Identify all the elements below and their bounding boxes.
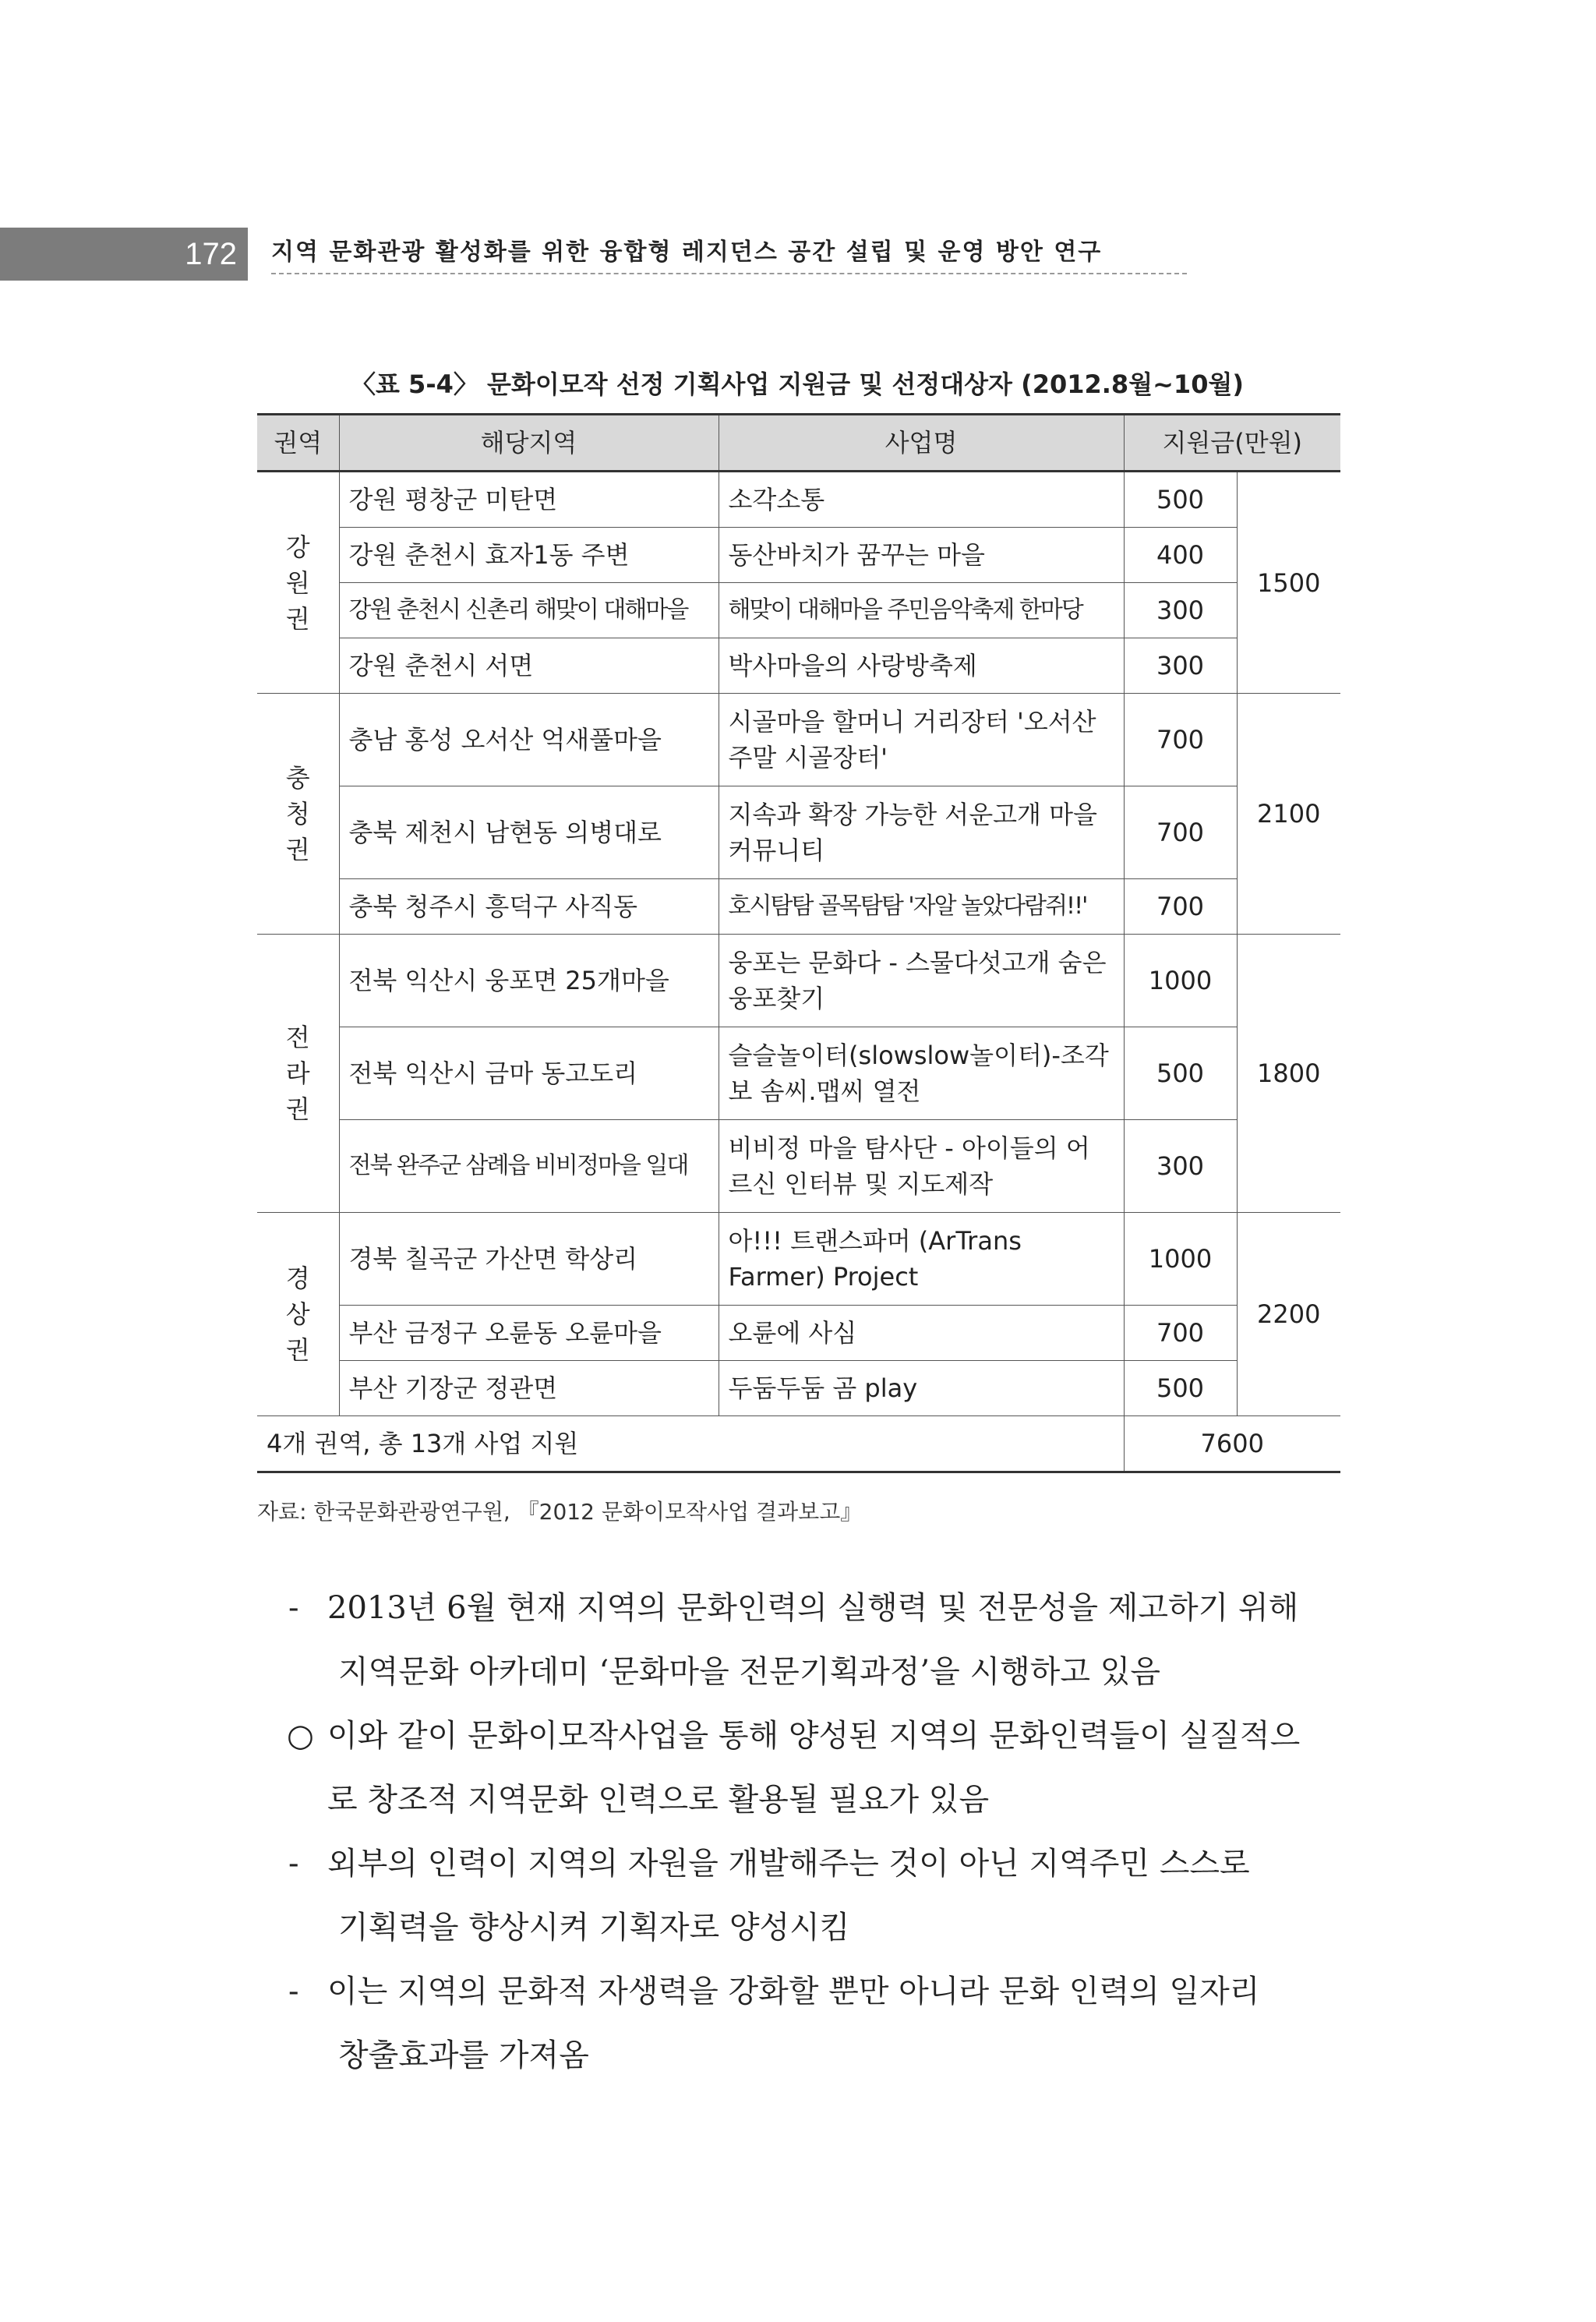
project-cell: 시골마을 할머니 거리장터 '오서산 주말 시골장터' [719,694,1124,786]
amount-cell: 500 [1124,472,1237,528]
area-cell: 부산 금정구 오륜동 오륜마을 [339,1306,719,1361]
amount-cell: 300 [1124,1120,1237,1213]
amount-cell: 1000 [1124,1213,1237,1306]
project-cell: 호시탐탐 골목탐탐 '자알 놀았다람쥐!!' [719,879,1124,935]
project-cell: 웅포는 문화다 - 스물다섯고개 숨은 웅포찾기 [719,935,1124,1027]
body-paragraph-2 [287,1704,1347,1832]
table-caption: 〈표 5-4〉 문화이모작 선정 기획사업 지원금 및 선정대상자 (2012.8월~10월) [351,369,1244,399]
region-cell [257,694,339,935]
table-row [257,1120,1340,1213]
body-line: 지역문화 아카데미 ‘문화마을 전문기획과정’을 시행하고 있음 [338,1654,1161,1690]
body-line: 로 창조적 지역문화 인력으로 활용될 필요가 있음 [327,1782,990,1818]
area-cell: 충북 제천시 남현동 의병대로 [339,786,719,879]
amount-cell: 700 [1124,694,1237,786]
total-label: 4개 권역, 총 13개 사업 지원 [257,1416,1124,1472]
page-number-band [0,228,248,281]
amount-cell: 1000 [1124,935,1237,1027]
area-cell: 충남 홍성 오서산 억새풀마을 [339,694,719,786]
body-line: 이와 같이 문화이모작사업을 통해 양성된 지역의 문화인력들이 실질적으 [327,1718,1301,1754]
area-cell: 강원 춘천시 효자1동 주변 [339,528,719,583]
table-row [257,935,1340,1027]
table-row [257,879,1340,935]
dash-marker: - [288,1590,299,1626]
amount-cell: 500 [1124,1027,1237,1120]
table-row [257,528,1340,583]
region-cell [257,472,339,694]
col-header-amount: 지원금(만원) [1124,415,1340,472]
table-row [257,1306,1340,1361]
project-cell: 지속과 확장 가능한 서운고개 마을커뮤니티 [719,786,1124,879]
table-header-row [257,415,1340,472]
table-row [257,786,1340,879]
region-cell [257,1213,339,1416]
col-header-region: 권역 [257,415,339,472]
project-cell: 슬슬놀이터(slowslow놀이터)-조각보 솜씨.맵씨 열전 [719,1027,1124,1120]
project-cell: 두둠두둠 곰 play [719,1361,1124,1416]
support-table [257,413,1340,1473]
table-source: 자료: 한국문화관광연구원, 『2012 문화이모작사업 결과보고』 [257,1499,863,1525]
table-row [257,1361,1340,1416]
region-name: 충청권 [285,763,310,864]
amount-cell: 700 [1124,1306,1237,1361]
body-line: 기획력을 향상시켜 기획자로 양성시킴 [338,1910,850,1946]
body-paragraph-4 [288,1960,1348,2087]
area-cell: 전북 완주군 삼례읍 비비정마을 일대 [339,1120,719,1213]
area-cell: 충북 청주시 흥덕구 사직동 [339,879,719,935]
area-cell: 강원 춘천시 신촌리 해맞이 대해마을 [339,583,719,638]
area-cell: 강원 춘천시 서면 [339,638,719,694]
area-cell: 전북 익산시 금마 동고도리 [339,1027,719,1120]
area-cell: 강원 평창군 미탄면 [339,472,719,528]
region-name: 전라권 [285,1023,310,1124]
body-line: 창출효과를 가져옴 [338,2037,589,2073]
amount-cell: 400 [1124,528,1237,583]
col-header-project: 사업명 [719,415,1124,472]
region-total-cell: 1500 [1237,472,1340,694]
body-line: 2013년 6월 현재 지역의 문화인력의 실행력 및 전문성을 제고하기 위해 [327,1590,1299,1626]
body-paragraph-1 [288,1576,1348,1704]
project-cell: 오륜에 사심 [719,1306,1124,1361]
body-paragraph-3 [288,1832,1348,1960]
project-cell: 동산바치가 꿈꾸는 마을 [719,528,1124,583]
running-title: 지역 문화관광 활성화를 위한 융합형 레지던스 공간 설립 및 운영 방안 연구 [271,232,1187,274]
col-header-area: 해당지역 [339,415,719,472]
region-name: 강원권 [285,532,310,634]
table-total-row [257,1416,1340,1472]
project-cell: 박사마을의 사랑방축제 [719,638,1124,694]
table-row [257,1027,1340,1120]
project-cell: 아!!! 트랜스파머 (ArTrans Farmer) Project [719,1213,1124,1306]
region-name: 경상권 [285,1263,310,1365]
region-total-cell: 1800 [1237,935,1340,1213]
project-cell: 소각소통 [719,472,1124,528]
project-cell: 비비정 마을 탐사단 - 아이들의 어르신 인터뷰 및 지도제작 [719,1120,1124,1213]
amount-cell: 300 [1124,583,1237,638]
dash-marker: - [288,1846,299,1882]
table-row [257,583,1340,638]
area-cell: 경북 칠곡군 가산면 학상리 [339,1213,719,1306]
area-cell: 부산 기장군 정관면 [339,1361,719,1416]
region-cell [257,935,339,1213]
region-total-cell: 2100 [1237,694,1340,935]
page-number: 172 [185,237,237,271]
table-row [257,1213,1340,1306]
amount-cell: 700 [1124,786,1237,879]
dash-marker: - [288,1974,299,2009]
amount-cell: 500 [1124,1361,1237,1416]
amount-cell: 700 [1124,879,1237,935]
total-value: 7600 [1124,1416,1340,1472]
table-row [257,472,1340,528]
amount-cell: 300 [1124,638,1237,694]
body-line: 이는 지역의 문화적 자생력을 강화할 뿐만 아니라 문화 인력의 일자리 [327,1974,1260,2009]
area-cell: 전북 익산시 웅포면 25개마을 [339,935,719,1027]
body-line: 외부의 인력이 지역의 자원을 개발해주는 것이 아닌 지역주민 스스로 [327,1846,1250,1882]
region-total-cell: 2200 [1237,1213,1340,1416]
table-row [257,694,1340,786]
table-row [257,638,1340,694]
project-cell: 해맞이 대해마을 주민음악축제 한마당 [719,583,1124,638]
circle-marker: ○ [287,1718,314,1754]
